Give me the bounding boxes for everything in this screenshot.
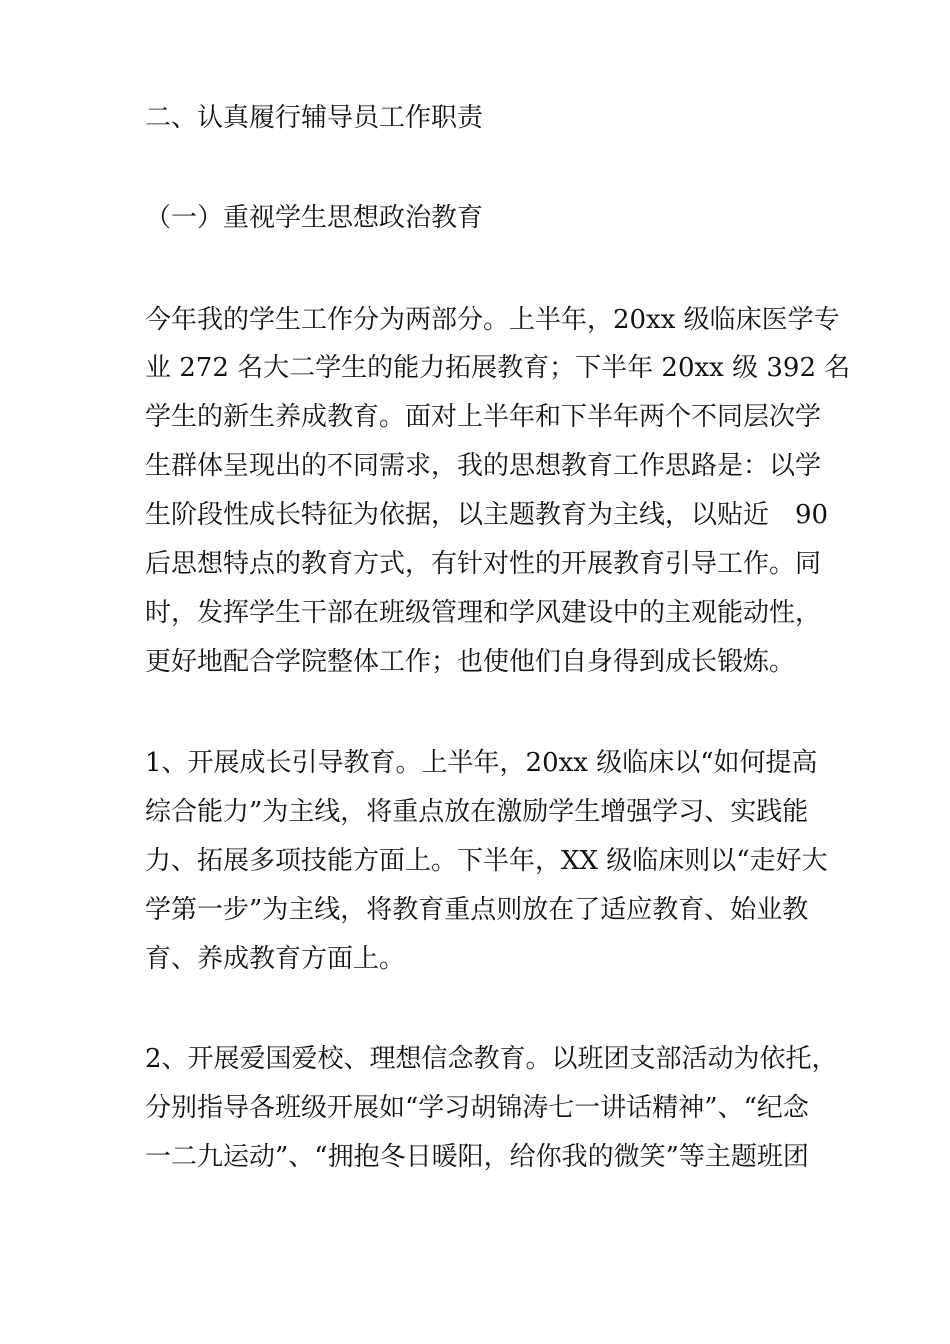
paragraph-line: 分别指导各班级开展如“学习胡锦涛七一讲话精神”、“纪念: [145, 1093, 809, 1123]
subsection-heading: （一）重视学生思想政治教育: [145, 203, 484, 233]
paragraph-line: 1、开展成长引导教育。上半年，20xx 级临床以“如何提高: [145, 748, 818, 778]
paragraph-line: 综合能力”为主线，将重点放在激励学生增强学习、实践能: [145, 797, 809, 827]
paragraph-line: 学第一步”为主线，将教育重点则放在了适应教育、始业教: [145, 895, 809, 925]
paragraph-line: 生阶段性成长特征为依据，以主题教育为主线，以贴近 90: [145, 500, 829, 530]
paragraph-line: 业 272 名大二学生的能力拓展教育；下半年 20xx 级 392 名: [145, 353, 851, 383]
paragraph-line: 更好地配合学院整体工作；也使他们自身得到成长锻炼。: [145, 647, 796, 677]
paragraph-line: 今年我的学生工作分为两部分。上半年，20xx 级临床医学专: [145, 305, 840, 335]
paragraph-line: 2、开展爱国爱校、理想信念教育。以班团支部活动为依托，: [145, 1044, 838, 1074]
paragraph-line: 一二九运动”、“拥抱冬日暖阳，给你我的微笑”等主题班团: [145, 1142, 809, 1172]
paragraph-line: 育、养成教育方面上。: [145, 944, 406, 974]
section-heading: 二、认真履行辅导员工作职责: [145, 103, 484, 133]
paragraph-line: 力、拓展多项技能方面上。下半年，XX 级临床则以“走好大: [145, 846, 828, 876]
paragraph-line: 时，发挥学生干部在班级管理和学风建设中的主观能动性，: [145, 598, 822, 628]
paragraph-line: 生群体呈现出的不同需求，我的思想教育工作思路是：以学: [145, 451, 822, 481]
paragraph-line: 后思想特点的教育方式，有针对性的开展教育引导工作。同: [145, 549, 822, 579]
paragraph-line: 学生的新生养成教育。面对上半年和下半年两个不同层次学: [145, 402, 822, 432]
